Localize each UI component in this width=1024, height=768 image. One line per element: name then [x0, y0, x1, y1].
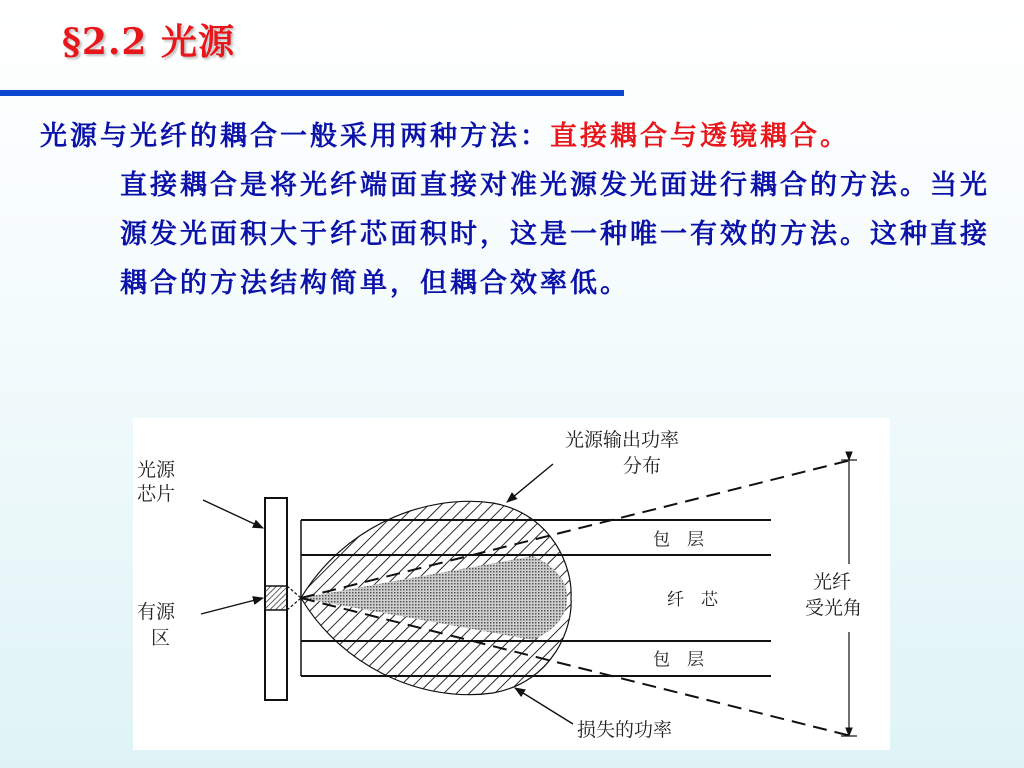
coupling-diagram-svg [133, 418, 890, 750]
label-cladding-top: 包 层 [653, 530, 704, 550]
label-acceptance-1: 光纤 [813, 571, 852, 593]
label-active-2: 区 [151, 627, 171, 649]
label-acceptance-2: 受光角 [805, 597, 863, 619]
label-chip-1: 光源 [137, 459, 176, 481]
paragraph-1-text: 光源与光纤的耦合一般采用两种方法： [40, 121, 550, 152]
label-core: 纤 芯 [667, 590, 718, 610]
label-active-1: 有源 [137, 601, 176, 623]
label-power-dist-2: 分布 [623, 455, 662, 477]
label-cladding-bottom: 包 层 [653, 650, 704, 670]
paragraph-1 [40, 112, 1000, 161]
coupling-methods-highlight: 直接耦合与透镜耦合。 [550, 121, 850, 152]
label-loss: 损失的功率 [577, 719, 673, 741]
body-text [40, 112, 1000, 308]
label-chip-2: 芯片 [137, 483, 176, 505]
coupling-diagram [133, 418, 890, 750]
slide-title: §2.2 光源 [62, 21, 235, 63]
label-power-dist-1: 光源输出功率 [565, 429, 680, 451]
paragraph-2: 直接耦合是将光纤端面直接对准光源发光面进行耦合的方法。当光源发光面积大于纤芯面积时，这是一种唯一有效的方法。这种直接耦合的方法结构简单，但耦合效率低。 [120, 170, 990, 299]
active-region [265, 586, 287, 610]
title-divider [0, 90, 624, 96]
